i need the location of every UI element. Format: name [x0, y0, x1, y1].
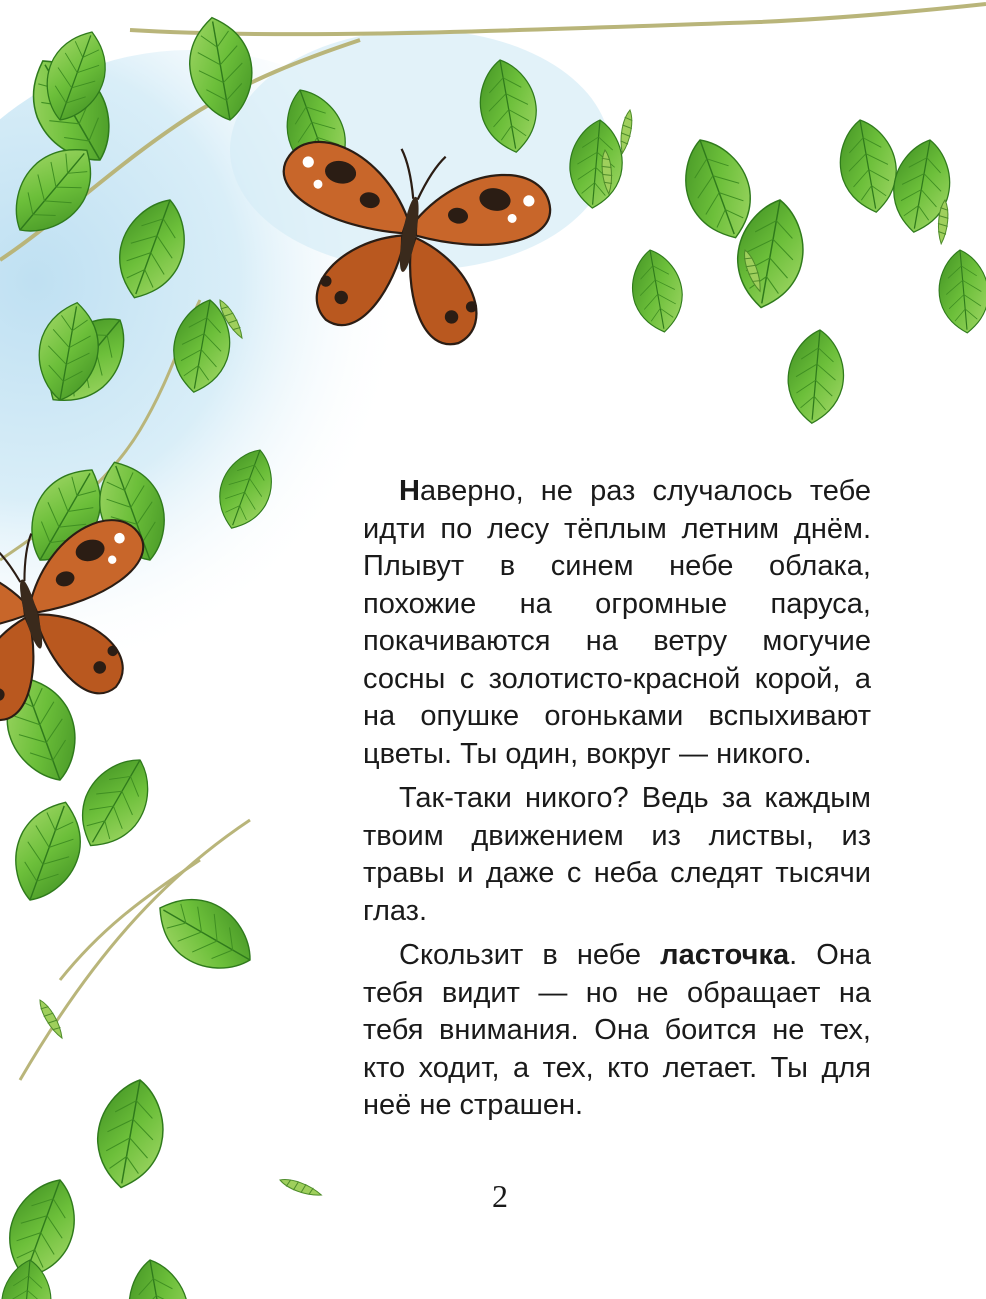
drop-cap: Н [399, 475, 420, 507]
story-paragraph: Так-таки никого? Ведь за каждым твоим движением из листвы, из травы и даже с неба следят тысячи глаз. [363, 782, 871, 927]
story-paragraph [363, 473, 871, 773]
paragraph-text: . Она тебя видит — но не обращает на тебя внимания. Она боится не тех, кто ходит, а тех, кто летает. Ты для неё не страшен. [363, 939, 871, 1121]
paragraph-text: Скользит в небе [399, 939, 661, 971]
story-text [363, 473, 871, 1132]
keyword-bold: ласточка [660, 939, 790, 971]
paragraph-text: аверно, не раз случалось тебе идти по лесу тёплым летним днём. Плывут в синем небе облака, похожие на огромные паруса, покачиваются на ветру могучие сосны с золотисто-красной корой, а на опушке огоньками вспыхивают цветы. Ты один, вокруг — никого. [363, 475, 871, 770]
page-number: 2 [492, 1178, 508, 1214]
story-paragraph [363, 937, 871, 1125]
